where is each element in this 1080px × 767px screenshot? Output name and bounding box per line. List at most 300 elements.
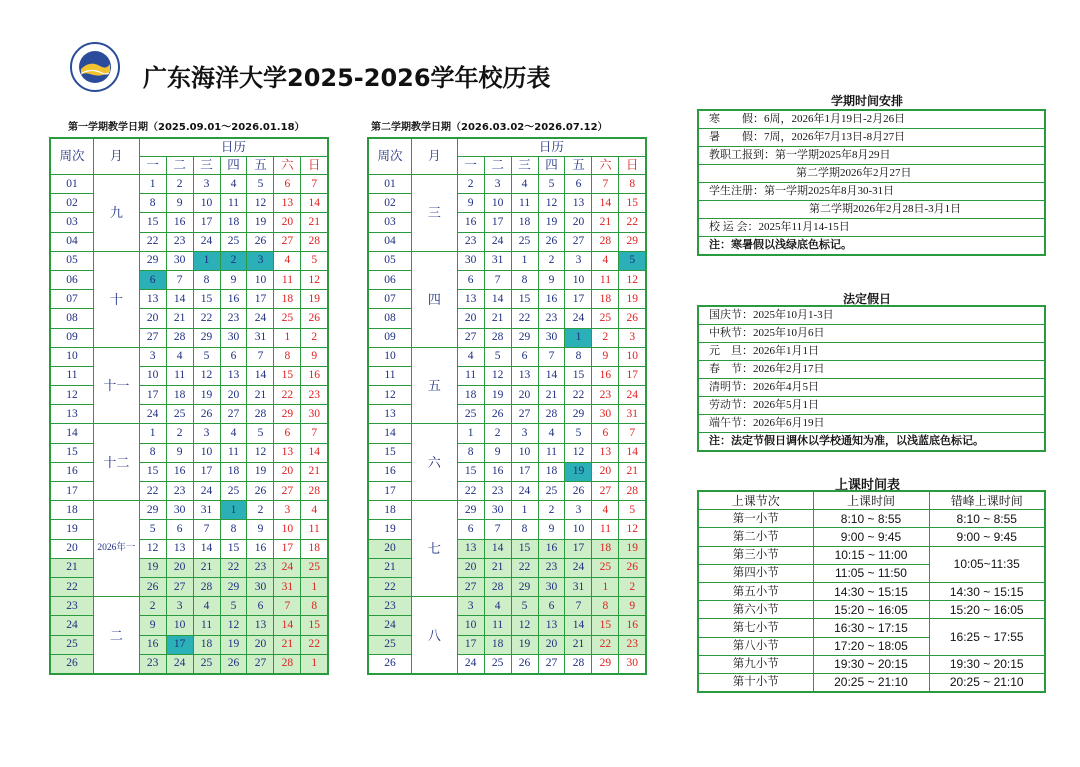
week-row (368, 424, 646, 443)
week-row (50, 597, 328, 616)
week-number: 08 (50, 309, 94, 328)
day-cell: 23 (247, 558, 274, 577)
day-cell: 9 (247, 520, 274, 539)
day-cell: 5 (193, 347, 220, 366)
day-cell: 18 (301, 539, 328, 558)
day-cell: 5 (139, 520, 166, 539)
day-cell: 16 (538, 290, 565, 309)
week-row (50, 270, 328, 289)
week-row (368, 251, 646, 270)
holiday-row: 元 旦：2026年1月1日 (699, 343, 1044, 361)
day-cell: 1 (193, 251, 220, 270)
day-cell: 9 (301, 347, 328, 366)
class-schedule-title: 上课时间表 (835, 478, 901, 493)
day-cell: 10 (247, 270, 274, 289)
day-cell: 5 (619, 501, 646, 520)
week-number: 25 (50, 635, 94, 654)
staggered-time: 16:25 ~ 17:55 (929, 619, 1045, 655)
day-cell: 2 (247, 501, 274, 520)
day-cell: 15 (274, 366, 301, 385)
day-cell: 12 (619, 270, 646, 289)
day-cell: 27 (274, 482, 301, 501)
day-cell: 1 (220, 501, 247, 520)
day-cell: 20 (247, 635, 274, 654)
day-cell: 31 (619, 405, 646, 424)
week-row (368, 213, 646, 232)
week-row (50, 577, 328, 596)
day-cell: 11 (193, 616, 220, 635)
day-cell: 8 (592, 597, 619, 616)
staggered-time: 10:05~11:35 (929, 546, 1045, 582)
day-cell: 7 (301, 424, 328, 443)
university-seal-icon (70, 42, 120, 92)
day-cell: 4 (166, 347, 193, 366)
week-row (50, 251, 328, 270)
day-cell: 26 (619, 558, 646, 577)
day-cell: 12 (511, 616, 538, 635)
week-row (368, 443, 646, 462)
week-row (368, 597, 646, 616)
day-cell: 23 (139, 654, 166, 674)
day-cell: 3 (274, 501, 301, 520)
day-cell: 14 (274, 616, 301, 635)
day-cell: 5 (247, 424, 274, 443)
schedule-header: 上课时间 (813, 491, 929, 510)
day-cell: 11 (592, 270, 619, 289)
holiday-row: 清明节：2026年4月5日 (699, 379, 1044, 397)
day-cell: 29 (457, 501, 484, 520)
term-schedule-row: 第二学期2026年2月28日-3月1日 (699, 201, 1044, 219)
month-header: 月 (412, 138, 458, 175)
day-cell: 8 (193, 270, 220, 289)
day-cell: 25 (301, 558, 328, 577)
holiday-row: 中秋节：2025年10月6日 (699, 325, 1044, 343)
staggered-time: 20:25 ~ 21:10 (929, 673, 1045, 692)
day-cell: 17 (247, 290, 274, 309)
holiday-row: 劳动节：2026年5月1日 (699, 397, 1044, 415)
period-time: 15:20 ~ 16:05 (813, 601, 929, 619)
calendar-header: 日历 (139, 138, 328, 157)
day-cell: 15 (511, 290, 538, 309)
day-cell: 1 (592, 577, 619, 596)
staggered-time: 19:30 ~ 20:15 (929, 655, 1045, 673)
day-cell: 23 (538, 309, 565, 328)
week-number: 03 (50, 213, 94, 232)
weekday-header: 二 (484, 157, 511, 175)
day-cell: 12 (247, 194, 274, 213)
day-cell: 3 (484, 175, 511, 194)
day-cell: 15 (193, 290, 220, 309)
day-cell: 28 (301, 482, 328, 501)
week-number: 14 (368, 424, 412, 443)
week-row (50, 405, 328, 424)
day-cell: 12 (220, 616, 247, 635)
day-cell: 7 (619, 424, 646, 443)
day-cell: 13 (457, 539, 484, 558)
day-cell: 3 (139, 347, 166, 366)
day-cell: 28 (592, 232, 619, 251)
day-cell: 28 (274, 654, 301, 674)
day-cell: 10 (619, 347, 646, 366)
day-cell: 14 (193, 539, 220, 558)
day-cell: 9 (538, 270, 565, 289)
day-cell: 7 (484, 270, 511, 289)
day-cell: 18 (274, 290, 301, 309)
day-cell: 29 (139, 251, 166, 270)
day-cell: 29 (139, 501, 166, 520)
day-cell: 2 (457, 175, 484, 194)
week-row (50, 482, 328, 501)
period-name: 第八小节 (698, 637, 813, 655)
day-cell: 27 (274, 232, 301, 251)
day-cell: 25 (166, 405, 193, 424)
day-cell: 29 (619, 232, 646, 251)
day-cell: 27 (139, 328, 166, 347)
weekday-header: 一 (139, 157, 166, 175)
day-cell: 2 (166, 424, 193, 443)
holiday-row: 国庆节：2025年10月1-3日 (699, 307, 1044, 325)
day-cell: 11 (301, 520, 328, 539)
week-number: 05 (50, 251, 94, 270)
day-cell: 10 (274, 520, 301, 539)
period-time: 20:25 ~ 21:10 (813, 673, 929, 692)
day-cell: 21 (301, 213, 328, 232)
day-cell: 21 (484, 309, 511, 328)
day-cell: 13 (457, 290, 484, 309)
schedule-row (698, 528, 1045, 546)
day-cell: 11 (220, 443, 247, 462)
day-cell: 19 (619, 539, 646, 558)
week-row (50, 520, 328, 539)
week-number: 18 (368, 501, 412, 520)
day-cell: 25 (220, 482, 247, 501)
week-number: 09 (50, 328, 94, 347)
day-cell: 1 (565, 328, 592, 347)
day-cell: 28 (538, 405, 565, 424)
day-cell: 15 (139, 462, 166, 481)
day-cell: 7 (565, 597, 592, 616)
week-number: 23 (50, 597, 94, 616)
day-cell: 31 (247, 328, 274, 347)
month-label: 二 (94, 597, 140, 674)
day-cell: 15 (619, 194, 646, 213)
day-cell: 4 (592, 501, 619, 520)
week-row (368, 175, 646, 194)
week-row (50, 290, 328, 309)
week-number: 19 (50, 520, 94, 539)
day-cell: 8 (139, 194, 166, 213)
day-cell: 18 (484, 635, 511, 654)
day-cell: 3 (565, 501, 592, 520)
day-cell: 17 (193, 213, 220, 232)
month-label: 三 (412, 175, 458, 252)
day-cell: 31 (484, 251, 511, 270)
holidays-box (697, 305, 1046, 452)
term-schedule-row: 教职工报到：第一学期2025年8月29日 (699, 147, 1044, 165)
day-cell: 13 (274, 194, 301, 213)
week-row (50, 501, 328, 520)
day-cell: 21 (592, 213, 619, 232)
week-number: 03 (368, 213, 412, 232)
weekday-header: 日 (301, 157, 328, 175)
term-schedule-box (697, 109, 1046, 256)
day-cell: 27 (457, 328, 484, 347)
week-row (50, 175, 328, 194)
day-cell: 19 (193, 386, 220, 405)
week-number: 21 (368, 558, 412, 577)
day-cell: 10 (565, 520, 592, 539)
day-cell: 4 (274, 251, 301, 270)
day-cell: 17 (619, 366, 646, 385)
day-cell: 26 (565, 482, 592, 501)
week-row (50, 366, 328, 385)
day-cell: 19 (619, 290, 646, 309)
day-cell: 2 (301, 328, 328, 347)
day-cell: 15 (592, 616, 619, 635)
day-cell: 11 (511, 194, 538, 213)
day-cell: 20 (457, 558, 484, 577)
day-cell: 25 (511, 232, 538, 251)
day-cell: 21 (166, 309, 193, 328)
day-cell: 17 (565, 539, 592, 558)
holidays-title: 法定假日 (843, 292, 892, 306)
day-cell: 9 (592, 347, 619, 366)
day-cell: 20 (538, 635, 565, 654)
day-cell: 25 (538, 482, 565, 501)
day-cell: 14 (247, 366, 274, 385)
day-cell: 18 (592, 290, 619, 309)
day-cell: 14 (484, 539, 511, 558)
month-label: 十 (94, 251, 140, 347)
day-cell: 24 (619, 386, 646, 405)
day-cell: 27 (565, 232, 592, 251)
day-cell: 28 (193, 577, 220, 596)
week-row (368, 405, 646, 424)
day-cell: 14 (619, 443, 646, 462)
day-cell: 11 (457, 366, 484, 385)
week-row (368, 386, 646, 405)
day-cell: 4 (220, 424, 247, 443)
day-cell: 12 (193, 366, 220, 385)
week-number: 02 (368, 194, 412, 213)
day-cell: 12 (139, 539, 166, 558)
day-cell: 17 (139, 386, 166, 405)
weekday-header: 三 (511, 157, 538, 175)
day-cell: 21 (247, 386, 274, 405)
day-cell: 10 (565, 270, 592, 289)
term-schedule-row: 寒 假：6周，2026年1月19日-2月26日 (699, 111, 1044, 129)
day-cell: 18 (457, 386, 484, 405)
day-cell: 30 (457, 251, 484, 270)
week-row (368, 654, 646, 674)
period-time: 19:30 ~ 20:15 (813, 655, 929, 673)
period-time: 14:30 ~ 15:15 (813, 582, 929, 600)
day-cell: 3 (166, 597, 193, 616)
day-cell: 19 (247, 462, 274, 481)
period-time: 16:30 ~ 17:15 (813, 619, 929, 637)
week-row (50, 558, 328, 577)
schedule-row (698, 619, 1045, 637)
day-cell: 18 (511, 213, 538, 232)
week-row (50, 616, 328, 635)
week-row (368, 635, 646, 654)
day-cell: 9 (619, 597, 646, 616)
week-row (50, 386, 328, 405)
day-cell: 17 (274, 539, 301, 558)
month-label: 十二 (94, 424, 140, 501)
day-cell: 26 (220, 654, 247, 674)
period-time: 17:20 ~ 18:05 (813, 637, 929, 655)
week-number: 13 (368, 405, 412, 424)
day-cell: 14 (565, 616, 592, 635)
week-row (368, 520, 646, 539)
page-title: 广东海洋大学2025-2026学年校历表 (143, 64, 551, 92)
day-cell: 31 (565, 577, 592, 596)
week-row (368, 347, 646, 366)
day-cell: 9 (457, 194, 484, 213)
day-cell: 4 (511, 175, 538, 194)
week-number: 10 (50, 347, 94, 366)
day-cell: 28 (619, 482, 646, 501)
day-cell: 1 (139, 175, 166, 194)
day-cell: 24 (565, 558, 592, 577)
day-cell: 3 (193, 424, 220, 443)
day-cell: 16 (166, 462, 193, 481)
month-label: 六 (412, 424, 458, 501)
period-name: 第九小节 (698, 655, 813, 673)
day-cell: 22 (457, 482, 484, 501)
day-cell: 26 (511, 654, 538, 674)
week-row (368, 270, 646, 289)
day-cell: 21 (619, 462, 646, 481)
day-cell: 18 (538, 462, 565, 481)
day-cell: 13 (166, 539, 193, 558)
day-cell: 3 (565, 251, 592, 270)
semester2-calendar (367, 137, 647, 675)
day-cell: 24 (193, 482, 220, 501)
weekday-header: 二 (166, 157, 193, 175)
day-cell: 13 (274, 443, 301, 462)
week-number: 16 (50, 462, 94, 481)
day-cell: 4 (193, 597, 220, 616)
day-cell: 11 (274, 270, 301, 289)
day-cell: 22 (565, 386, 592, 405)
schedule-row (698, 673, 1045, 692)
week-row (368, 328, 646, 347)
day-cell: 14 (484, 290, 511, 309)
day-cell: 17 (511, 462, 538, 481)
day-cell: 1 (511, 251, 538, 270)
day-cell: 18 (592, 539, 619, 558)
day-cell: 25 (484, 654, 511, 674)
week-number: 22 (50, 577, 94, 596)
day-cell: 22 (592, 635, 619, 654)
period-time: 11:05 ~ 11:50 (813, 564, 929, 582)
day-cell: 3 (193, 175, 220, 194)
month-label: 九 (94, 175, 140, 252)
term-schedule-row: 注：寒暑假以浅绿底色标记。 (709, 239, 852, 251)
term-schedule-row: 学生注册：第一学期2025年8月30-31日 (699, 183, 1044, 201)
day-cell: 2 (166, 175, 193, 194)
day-cell: 5 (247, 175, 274, 194)
term-schedule-row: 校 运 会：2025年11月14-15日 (699, 219, 1044, 237)
day-cell: 20 (166, 558, 193, 577)
day-cell: 17 (193, 462, 220, 481)
day-cell: 28 (484, 577, 511, 596)
day-cell: 10 (139, 366, 166, 385)
staggered-time: 9:00 ~ 9:45 (929, 528, 1045, 546)
week-row (50, 232, 328, 251)
day-cell: 21 (538, 386, 565, 405)
term-schedule-row: 暑 假：7周，2026年7月13日-8月27日 (699, 129, 1044, 147)
day-cell: 3 (457, 597, 484, 616)
week-number: 07 (368, 290, 412, 309)
term-schedule-title: 学期时间安排 (831, 94, 904, 108)
day-cell: 26 (301, 309, 328, 328)
period-name: 第七小节 (698, 619, 813, 637)
week-number: 21 (50, 558, 94, 577)
day-cell: 21 (274, 635, 301, 654)
day-cell: 10 (166, 616, 193, 635)
week-number: 11 (368, 366, 412, 385)
month-header: 月 (94, 138, 140, 175)
weekday-header: 一 (457, 157, 484, 175)
day-cell: 7 (247, 347, 274, 366)
week-row (50, 213, 328, 232)
day-cell: 15 (301, 616, 328, 635)
semester1-label: 第一学期教学日期（2025.09.01～2026.01.18） (68, 122, 305, 133)
week-row (50, 424, 328, 443)
day-cell: 6 (274, 175, 301, 194)
day-cell: 30 (592, 405, 619, 424)
day-cell: 30 (301, 405, 328, 424)
week-number: 15 (50, 443, 94, 462)
day-cell: 28 (166, 328, 193, 347)
month-label: 2026年一 (94, 501, 140, 597)
week-row (50, 309, 328, 328)
day-cell: 11 (220, 194, 247, 213)
day-cell: 25 (592, 558, 619, 577)
week-number: 04 (50, 232, 94, 251)
schedule-row (698, 510, 1045, 528)
day-cell: 27 (247, 654, 274, 674)
day-cell: 21 (565, 635, 592, 654)
day-cell: 22 (511, 558, 538, 577)
day-cell: 8 (220, 520, 247, 539)
day-cell: 4 (484, 597, 511, 616)
day-cell: 5 (619, 251, 646, 270)
day-cell: 20 (511, 386, 538, 405)
day-cell: 15 (220, 539, 247, 558)
day-cell: 27 (166, 577, 193, 596)
day-cell: 31 (193, 501, 220, 520)
day-cell: 5 (484, 347, 511, 366)
day-cell: 19 (301, 290, 328, 309)
period-time: 10:15 ~ 11:00 (813, 546, 929, 564)
day-cell: 18 (220, 213, 247, 232)
day-cell: 17 (565, 290, 592, 309)
week-number: 17 (368, 482, 412, 501)
day-cell: 18 (220, 462, 247, 481)
period-name: 第六小节 (698, 601, 813, 619)
schedule-row (698, 601, 1045, 619)
day-cell: 30 (166, 251, 193, 270)
month-label: 四 (412, 251, 458, 347)
day-cell: 6 (538, 597, 565, 616)
day-cell: 23 (619, 635, 646, 654)
day-cell: 2 (592, 328, 619, 347)
week-number: 04 (368, 232, 412, 251)
